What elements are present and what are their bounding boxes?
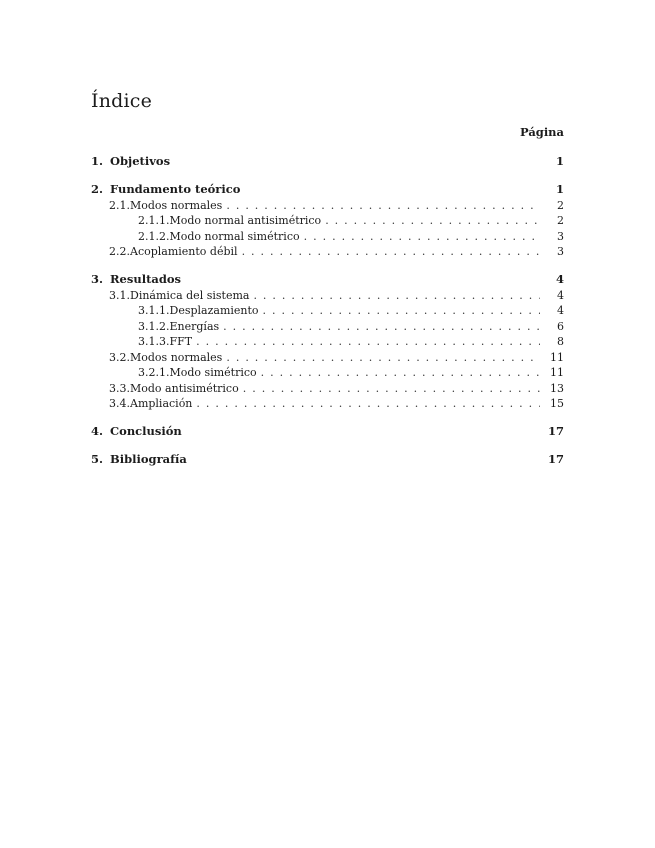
toc-section-2-2[interactable]: [91, 244, 564, 260]
toc-number: 5.: [91, 452, 104, 466]
toc-page-number: 13: [550, 381, 564, 395]
toc-title-text: Modos normales: [130, 350, 223, 364]
toc-page-number: 2: [557, 198, 564, 212]
toc-page-number: 2: [557, 214, 564, 227]
dot-leader: [223, 319, 540, 335]
toc-title-text: Fundamento teórico: [110, 182, 241, 196]
toc-title-text: Modos normales: [130, 198, 223, 212]
toc-section-2-1[interactable]: [91, 198, 564, 214]
toc-title-text: Bibliografía: [110, 452, 187, 466]
toc-page-number: 11: [550, 350, 564, 364]
toc-subsection-3-1-2[interactable]: [91, 319, 564, 335]
toc-chapter-conclusion[interactable]: [91, 424, 564, 440]
toc-title-text: Modo antisimétrico: [130, 381, 239, 395]
toc-title: Índice: [91, 90, 153, 112]
toc-subsection-3-1-1[interactable]: [91, 303, 564, 319]
toc-number: 4.: [91, 424, 104, 438]
toc-number: 2.1.: [109, 198, 130, 212]
toc-number: 3.2.1.: [138, 366, 170, 379]
toc-title-text: Modo normal antisimétrico: [169, 214, 322, 227]
toc-title-text: Modo normal simétrico: [169, 229, 300, 243]
toc-page-number: 4: [555, 272, 564, 286]
dot-leader: [196, 396, 540, 412]
toc-title-text: Resultados: [110, 272, 182, 286]
dot-leader: [263, 303, 540, 319]
dot-leader: [261, 365, 540, 381]
toc-title-text: Acoplamiento débil: [130, 245, 238, 258]
toc-number: 3.1.2.: [138, 319, 170, 333]
dot-leader: [226, 350, 540, 366]
toc-chapter-fundamento[interactable]: [91, 182, 564, 198]
toc-title-text: Desplazamiento: [169, 304, 259, 317]
toc-page-number: 15: [550, 397, 564, 410]
dot-leader: [243, 381, 540, 397]
toc-subsection-3-2-1[interactable]: [91, 365, 564, 381]
dot-leader: [226, 198, 540, 214]
toc-number: 2.1.1.: [138, 214, 170, 227]
toc-page-number: 11: [550, 366, 564, 379]
toc-number: 2.1.2.: [138, 229, 170, 243]
toc-title-text: Energías: [169, 319, 220, 333]
toc-title-text: Ampliación: [130, 397, 193, 410]
toc-number: 3.4.: [109, 397, 130, 410]
dot-leader: [325, 213, 540, 229]
toc-title-text: Dinámica del sistema: [130, 288, 250, 302]
toc-chapter-objetivos[interactable]: [91, 154, 564, 170]
toc-subsection-2-1-1[interactable]: [91, 213, 564, 229]
toc-page-number: 6: [557, 319, 564, 333]
toc-section-3-1[interactable]: [91, 288, 564, 304]
dot-leader: [304, 229, 540, 245]
dot-leader: [196, 334, 540, 350]
toc-number: 2.2.: [109, 245, 130, 258]
toc-number: 3.: [91, 272, 104, 286]
toc-page-number: 4: [557, 288, 564, 302]
toc-page-number: 1: [555, 182, 564, 196]
table-of-contents: [91, 154, 564, 468]
toc-title-text: Modo simétrico: [169, 366, 257, 379]
toc-chapter-resultados[interactable]: [91, 272, 564, 288]
toc-number: 2.: [91, 182, 104, 196]
toc-page-number: 17: [547, 452, 564, 466]
toc-page-number: 3: [557, 229, 564, 243]
toc-section-3-3[interactable]: [91, 381, 564, 397]
toc-section-3-4[interactable]: [91, 396, 564, 412]
toc-page-number: 3: [557, 245, 564, 258]
toc-title-text: Conclusión: [110, 424, 182, 438]
toc-number: 1.: [91, 154, 104, 168]
toc-subsection-2-1-2[interactable]: [91, 229, 564, 245]
toc-number: 3.1.: [109, 288, 130, 302]
toc-page-number: 1: [555, 154, 564, 168]
toc-number: 3.3.: [109, 381, 130, 395]
toc-page-number: 4: [557, 304, 564, 317]
toc-number: 3.1.1.: [138, 304, 170, 317]
toc-chapter-bibliografia[interactable]: [91, 452, 564, 468]
toc-title-text: FFT: [169, 335, 193, 348]
toc-section-3-2[interactable]: [91, 350, 564, 366]
toc-number: 3.2.: [109, 350, 130, 364]
toc-page-number: 17: [547, 424, 564, 438]
toc-subsection-3-1-3[interactable]: [91, 334, 564, 350]
toc-title-text: Objetivos: [110, 154, 171, 168]
dot-leader: [253, 288, 540, 304]
toc-page-number: 8: [557, 335, 564, 348]
toc-number: 3.1.3.: [138, 335, 170, 348]
dot-leader: [242, 244, 540, 260]
page-column-header: Página: [519, 125, 564, 139]
